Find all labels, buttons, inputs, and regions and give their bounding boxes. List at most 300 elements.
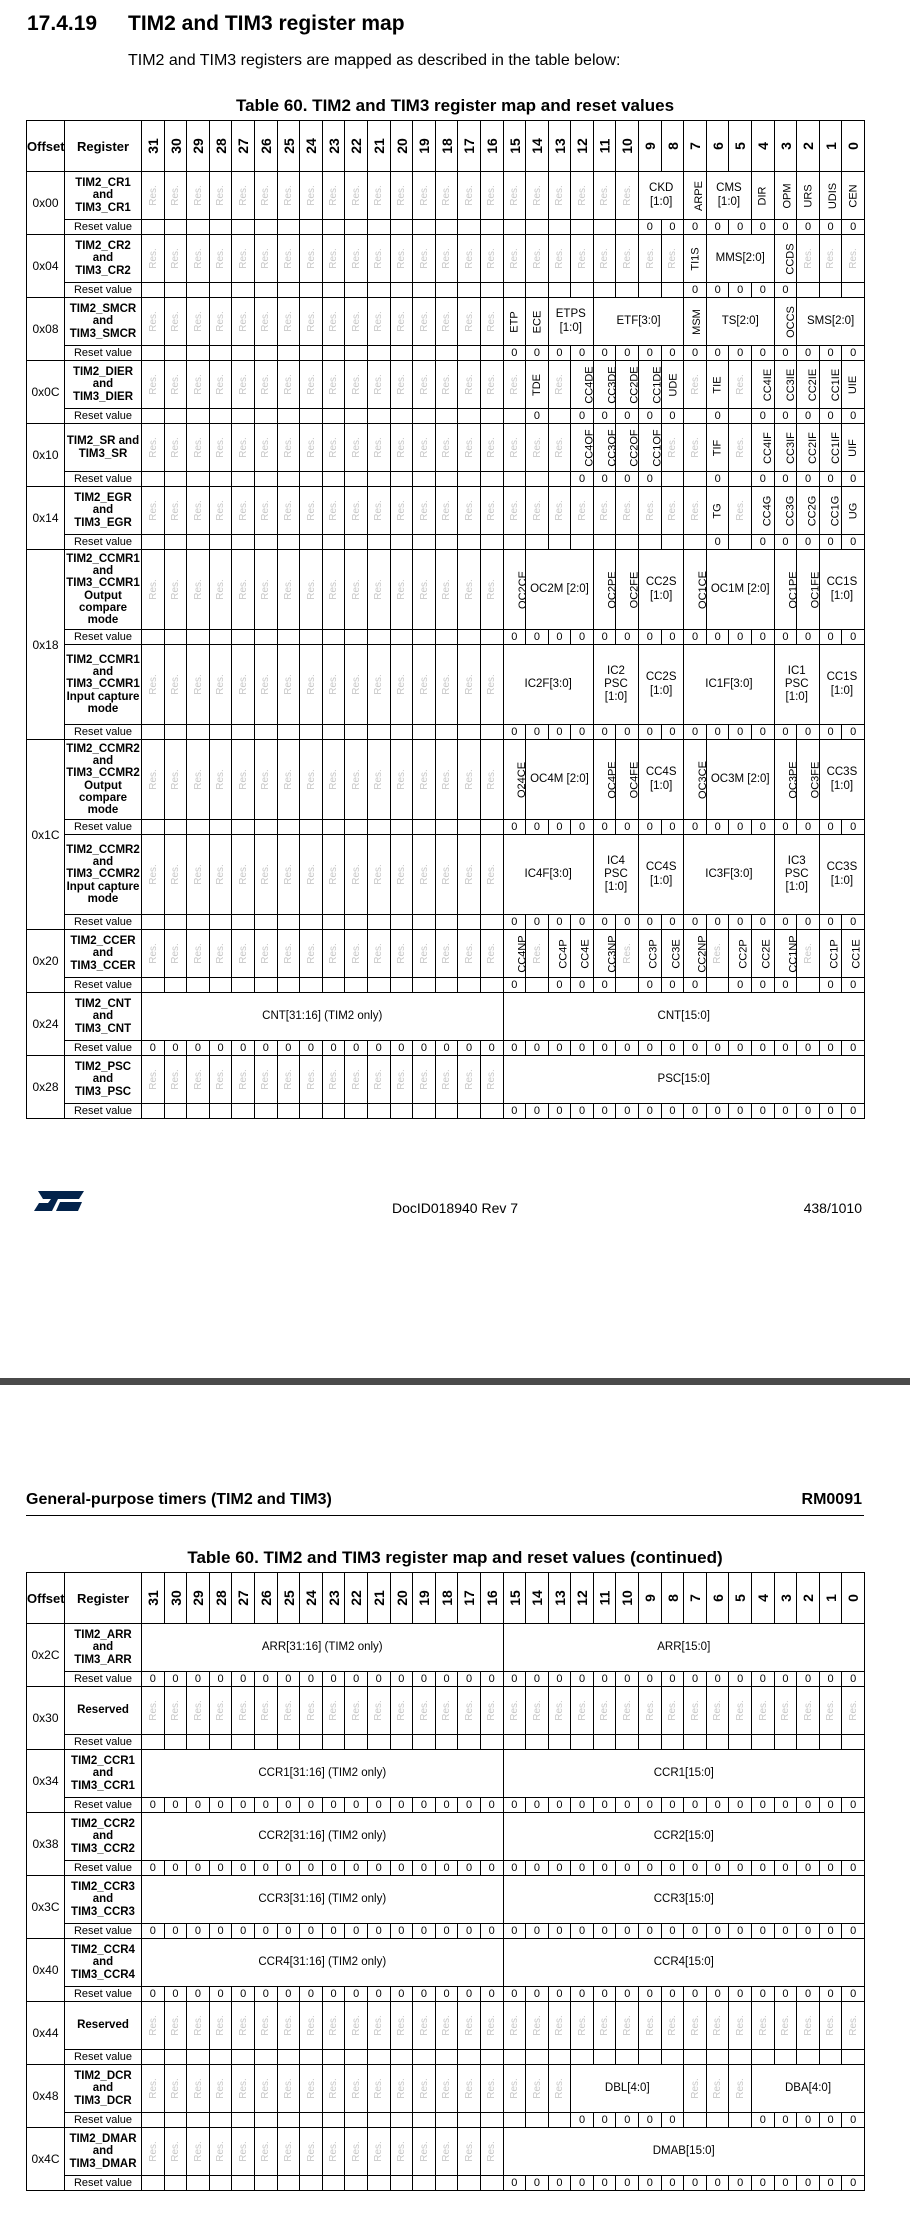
reset-bit: 0	[593, 1987, 616, 2002]
bit-field-label: OCCS	[784, 305, 797, 338]
register-row	[27, 1056, 865, 1104]
bit-field: IC4 PSC [1:0]	[593, 835, 638, 915]
bit-field: CCR4[31:16] (TIM2 only)	[142, 1939, 504, 1987]
reset-bit: 0	[842, 2176, 865, 2191]
reset-bit-blank	[435, 535, 458, 550]
reset-bit: 0	[842, 1672, 865, 1687]
reserved-bit	[661, 1687, 684, 1735]
reserved-label: Res.	[418, 579, 430, 600]
reserved-bit	[480, 2065, 503, 2113]
reserved-label: Res.	[508, 185, 520, 206]
reset-bit-blank	[413, 1104, 436, 1119]
bit-field-label: O24CE	[515, 761, 528, 798]
reset-bit: 0	[571, 1798, 594, 1813]
reset-bit: 0	[593, 725, 616, 740]
reserved-label: Res.	[147, 248, 159, 269]
reset-bit-blank	[300, 2113, 323, 2128]
reserved-label: Res.	[192, 864, 204, 885]
bit-field-label: ARPE	[693, 180, 706, 211]
reserved-label: Res.	[260, 500, 272, 521]
reserved-bit	[458, 172, 481, 220]
register-row	[27, 2128, 865, 2176]
reset-bit: 0	[209, 1924, 232, 1939]
reset-bit-blank	[413, 472, 436, 487]
reset-bit-blank	[390, 1104, 413, 1119]
reserved-label: Res.	[531, 248, 543, 269]
reserved-label: Res.	[350, 864, 362, 885]
reset-bit-blank	[458, 1735, 481, 1750]
reset-bit: 0	[752, 2176, 775, 2191]
reserved-bit	[616, 930, 639, 978]
reset-bit: 0	[526, 1861, 549, 1876]
reset-bit: 0	[232, 1924, 255, 1939]
bit-number: 5	[732, 142, 749, 150]
bit-field	[616, 740, 639, 820]
reset-bit-blank	[435, 2113, 458, 2128]
reserved-label: Res.	[169, 674, 181, 695]
header-bit-9	[639, 1573, 662, 1624]
reserved-bit	[345, 930, 368, 978]
bit-field-label: CC1OF	[651, 428, 664, 467]
reset-bit: 0	[593, 2113, 616, 2128]
reset-bit: 0	[616, 1672, 639, 1687]
reserved-label: Res.	[192, 2015, 204, 2036]
reset-bit: 0	[706, 725, 729, 740]
reset-bit: 0	[548, 2176, 571, 2191]
reserved-label: Res.	[418, 2078, 430, 2099]
reset-bit-blank	[752, 1735, 775, 1750]
header-offset: Offset	[27, 1573, 65, 1624]
bit-number: 16	[483, 1590, 500, 1606]
reset-bit-blank	[548, 220, 571, 235]
reset-bit: 0	[752, 915, 775, 930]
header-bit-13	[548, 121, 571, 172]
bit-field: IC1F[3:0]	[684, 645, 774, 725]
reset-bit-blank	[480, 2113, 503, 2128]
reset-bit: 0	[842, 915, 865, 930]
reset-bit-blank	[435, 1735, 458, 1750]
reserved-label: Res.	[282, 1069, 294, 1090]
reserved-bit	[390, 424, 413, 472]
reserved-label: Res.	[237, 311, 249, 332]
reset-bit: 0	[661, 409, 684, 424]
reset-bit-blank	[187, 915, 210, 930]
bit-number: 27	[235, 138, 252, 154]
bit-number: 12	[574, 138, 591, 154]
reset-bit: 0	[390, 1041, 413, 1056]
reserved-bit	[458, 298, 481, 346]
reset-bit: 0	[367, 1861, 390, 1876]
reset-bit-blank	[164, 1735, 187, 1750]
reserved-label: Res.	[553, 185, 565, 206]
reset-bit-blank	[413, 725, 436, 740]
reserved-bit	[458, 550, 481, 630]
bit-field: DBL[4:0]	[571, 2065, 684, 2113]
reset-bit: 0	[774, 1861, 797, 1876]
bit-number: 15	[506, 138, 523, 154]
reserved-bit	[277, 740, 300, 820]
reset-bit: 0	[684, 1987, 707, 2002]
reset-bit: 0	[706, 535, 729, 550]
register-row	[27, 172, 865, 220]
bit-field: CC1S [1:0]	[819, 550, 864, 630]
bit-field-label: CC1NP	[787, 934, 800, 973]
register-name: TIM2_DCR and TIM3_DCR	[65, 2065, 142, 2113]
reset-bit: 0	[661, 220, 684, 235]
reset-bit-blank	[322, 346, 345, 361]
bit-number: 23	[325, 138, 342, 154]
reset-bit-blank	[639, 535, 662, 550]
reset-bit-blank	[413, 1735, 436, 1750]
reserved-bit	[593, 2002, 616, 2050]
reset-bit-blank	[209, 915, 232, 930]
reset-bit: 0	[593, 1798, 616, 1813]
reserved-label: Res.	[757, 1700, 769, 1721]
reserved-bit	[413, 550, 436, 630]
reset-bit: 0	[752, 1924, 775, 1939]
reset-bit-blank	[277, 409, 300, 424]
bit-field-label: UG	[847, 502, 860, 519]
reset-bit: 0	[661, 630, 684, 645]
bit-field: OC1M [2:0]	[706, 550, 774, 630]
reserved-label: Res.	[395, 769, 407, 790]
reset-bit: 0	[503, 1672, 526, 1687]
reset-bit: 0	[142, 1041, 165, 1056]
reserved-label: Res.	[463, 674, 475, 695]
reserved-label: Res.	[553, 374, 565, 395]
reset-bit-blank	[458, 472, 481, 487]
reset-bit-blank	[706, 2113, 729, 2128]
reserved-label: Res.	[305, 769, 317, 790]
reset-bit: 0	[797, 1924, 820, 1939]
reset-bit: 0	[367, 1924, 390, 1939]
reset-bit: 0	[819, 725, 842, 740]
header-bit-18	[435, 1573, 458, 1624]
reserved-bit	[277, 361, 300, 409]
reserved-bit	[277, 1056, 300, 1104]
reserved-bit	[413, 487, 436, 535]
reset-bit: 0	[661, 1672, 684, 1687]
reset-bit-blank	[142, 220, 165, 235]
reset-value-label: Reset value	[65, 1041, 142, 1056]
reset-bit-blank	[526, 2050, 549, 2065]
bit-field-label: CC4IE	[762, 368, 775, 401]
reserved-bit	[367, 2065, 390, 2113]
reset-bit-blank	[458, 2050, 481, 2065]
reserved-label: Res.	[260, 437, 272, 458]
reserved-bit	[187, 361, 210, 409]
reset-bit-blank	[164, 2113, 187, 2128]
bit-field	[684, 550, 710, 630]
reset-bit: 0	[774, 1987, 797, 2002]
bit-field-label: OC2FE	[628, 571, 641, 608]
bit-field-label: CC2P	[738, 938, 751, 969]
reset-value-label: Reset value	[65, 409, 142, 424]
reset-bit-blank	[300, 2176, 323, 2191]
bit-field	[571, 930, 594, 978]
reset-value-row	[27, 472, 865, 487]
bit-field	[526, 298, 549, 346]
bit-field	[661, 930, 684, 978]
header-bit-16	[480, 121, 503, 172]
reserved-bit	[232, 2002, 255, 2050]
reset-bit-blank	[526, 472, 549, 487]
reset-bit: 0	[322, 1798, 345, 1813]
reserved-bit	[187, 550, 210, 630]
reserved-label: Res.	[328, 311, 340, 332]
reset-bit: 0	[729, 1672, 752, 1687]
reset-bit-blank	[684, 2113, 707, 2128]
reset-bit-blank	[413, 346, 436, 361]
reset-bit: 0	[548, 1924, 571, 1939]
reserved-label: Res.	[373, 943, 385, 964]
reserved-bit	[480, 835, 503, 915]
reserved-bit	[842, 1687, 865, 1735]
bit-field-label: OC4PE	[606, 760, 619, 799]
reset-bit-blank	[480, 2176, 503, 2191]
reset-bit: 0	[706, 1041, 729, 1056]
reserved-bit	[209, 172, 232, 220]
reset-bit: 0	[706, 220, 729, 235]
reserved-bit	[209, 1687, 232, 1735]
register-offset: 0x30	[27, 1687, 65, 1750]
reset-bit-blank	[142, 915, 165, 930]
reset-bit: 0	[819, 1672, 842, 1687]
reserved-bit	[232, 361, 255, 409]
reserved-bit	[458, 835, 481, 915]
reset-bit: 0	[480, 1924, 503, 1939]
bit-field: ARR[15:0]	[503, 1624, 865, 1672]
reset-bit: 0	[571, 1924, 594, 1939]
reset-bit: 0	[503, 1987, 526, 2002]
reset-bit: 0	[842, 630, 865, 645]
reset-bit-blank	[300, 472, 323, 487]
reserved-label: Res.	[486, 2078, 498, 2099]
reserved-bit	[142, 740, 165, 820]
reset-value-label: Reset value	[65, 1987, 142, 2002]
reset-value-row	[27, 915, 865, 930]
reserved-label: Res.	[508, 248, 520, 269]
bit-number: 3	[777, 1594, 794, 1602]
register-name: TIM2_SR and TIM3_SR	[65, 424, 142, 472]
bit-field	[571, 361, 594, 409]
reserved-label: Res.	[644, 1700, 656, 1721]
reserved-label: Res.	[260, 579, 272, 600]
reset-bit: 0	[435, 1924, 458, 1939]
reserved-label: Res.	[147, 864, 159, 885]
reserved-label: Res.	[192, 185, 204, 206]
reset-bit-blank	[435, 725, 458, 740]
reserved-bit	[367, 424, 390, 472]
reserved-bit	[797, 2002, 820, 2050]
reserved-label: Res.	[328, 864, 340, 885]
reset-bit: 0	[300, 1987, 323, 2002]
reset-bit-blank	[345, 630, 368, 645]
reset-bit: 0	[797, 1104, 820, 1119]
reserved-bit	[164, 930, 187, 978]
reset-bit: 0	[503, 1861, 526, 1876]
bit-field	[797, 740, 820, 820]
reserved-bit	[187, 1056, 210, 1104]
reset-bit: 0	[819, 346, 842, 361]
reset-bit-blank	[187, 2050, 210, 2065]
reserved-bit	[413, 298, 436, 346]
reset-bit-blank	[209, 220, 232, 235]
reserved-bit	[254, 235, 277, 283]
register-name: TIM2_CNT and TIM3_CNT	[65, 993, 142, 1041]
reserved-bit	[345, 2128, 368, 2176]
bit-field: MMS[2:0]	[706, 235, 774, 283]
reserved-label: Res.	[531, 185, 543, 206]
reserved-label: Res.	[689, 500, 701, 521]
reset-bit-blank	[367, 220, 390, 235]
reserved-bit	[164, 172, 187, 220]
reset-bit: 0	[706, 630, 729, 645]
reset-bit: 0	[774, 283, 797, 298]
register-offset: 0x24	[27, 993, 65, 1056]
reserved-bit	[571, 172, 594, 220]
reset-bit: 0	[548, 1104, 571, 1119]
reserved-label: Res.	[644, 500, 656, 521]
reserved-bit	[480, 1687, 503, 1735]
bit-field-label: CC1IF	[829, 431, 842, 464]
reserved-bit	[526, 487, 549, 535]
bit-field-label: TIF	[711, 439, 724, 456]
bit-field-label: CC3P	[647, 938, 660, 969]
reserved-bit	[300, 487, 323, 535]
bit-field	[639, 424, 662, 472]
reset-bit-blank	[345, 220, 368, 235]
section-number: 17.4.19	[27, 12, 98, 35]
reset-bit: 0	[435, 1861, 458, 1876]
reserved-label: Res.	[553, 248, 565, 269]
reset-value-row	[27, 409, 865, 424]
reserved-label: Res.	[373, 1069, 385, 1090]
reserved-label: Res.	[847, 248, 859, 269]
reserved-label: Res.	[305, 1700, 317, 1721]
bit-field	[684, 740, 710, 820]
register-name: TIM2_DMAR and TIM3_DMAR	[65, 2128, 142, 2176]
reset-bit: 0	[842, 220, 865, 235]
reserved-bit	[390, 2128, 413, 2176]
reset-bit: 0	[842, 2113, 865, 2128]
reserved-bit	[413, 1056, 436, 1104]
bit-field-label: UDE	[667, 372, 680, 397]
reserved-label: Res.	[328, 674, 340, 695]
reset-bit: 0	[729, 2176, 752, 2191]
bit-field	[503, 930, 529, 978]
reserved-label: Res.	[734, 437, 746, 458]
reserved-bit	[458, 2065, 481, 2113]
reset-bit: 0	[548, 915, 571, 930]
reserved-label: Res.	[192, 2078, 204, 2099]
reserved-bit	[480, 424, 503, 472]
reset-bit: 0	[458, 1987, 481, 2002]
register-name: TIM2_CCER and TIM3_CCER	[65, 930, 142, 978]
reset-bit-blank	[390, 220, 413, 235]
reserved-bit	[593, 487, 616, 535]
reset-value-label: Reset value	[65, 220, 142, 235]
reset-bit: 0	[526, 1924, 549, 1939]
reset-bit: 0	[367, 1798, 390, 1813]
bit-field: CC4S [1:0]	[639, 835, 684, 915]
bit-number: 4	[754, 142, 771, 150]
reserved-bit	[435, 235, 458, 283]
reserved-label: Res.	[441, 500, 453, 521]
reserved-label: Res.	[441, 1069, 453, 1090]
bit-field-label: CC2G	[806, 495, 819, 526]
reset-bit-blank	[187, 2113, 210, 2128]
reset-bit-blank	[254, 2176, 277, 2191]
header-bit-7	[684, 1573, 707, 1624]
reserved-label: Res.	[463, 769, 475, 790]
reserved-bit	[142, 424, 165, 472]
reserved-bit	[322, 1056, 345, 1104]
register-offset: 0x28	[27, 1056, 65, 1119]
reset-bit-blank	[548, 283, 571, 298]
reset-bit-blank	[593, 535, 616, 550]
reserved-bit	[639, 487, 662, 535]
reserved-bit	[503, 487, 526, 535]
reserved-bit	[729, 2002, 752, 2050]
register-name: TIM2_CCMR2 and TIM3_CCMR2 Input capture mode	[65, 835, 142, 915]
reserved-label: Res.	[215, 2141, 227, 2162]
reserved-label: Res.	[169, 185, 181, 206]
reserved-bit	[367, 550, 390, 630]
reset-value-row	[27, 1041, 865, 1056]
bit-field-label: CC3E	[670, 938, 683, 969]
reserved-bit	[413, 835, 436, 915]
reserved-label: Res.	[215, 311, 227, 332]
reset-bit-blank	[639, 1735, 662, 1750]
reset-bit: 0	[616, 409, 639, 424]
bit-field: CC1S [1:0]	[819, 645, 864, 725]
reset-bit: 0	[819, 1104, 842, 1119]
reset-bit-blank	[187, 978, 210, 993]
reserved-bit	[526, 2002, 549, 2050]
reset-bit-blank	[480, 283, 503, 298]
register-row	[27, 1687, 865, 1735]
bit-field-label: OC3FE	[809, 761, 822, 798]
reset-bit-blank	[322, 1104, 345, 1119]
reserved-bit	[232, 172, 255, 220]
reset-bit: 0	[774, 978, 797, 993]
reset-bit: 0	[661, 1861, 684, 1876]
reserved-label: Res.	[328, 579, 340, 600]
section-title: TIM2 and TIM3 register map	[128, 12, 405, 35]
header-offset: Offset	[27, 121, 65, 172]
reset-bit: 0	[345, 1924, 368, 1939]
register-offset: 0x00	[27, 172, 65, 235]
reserved-label: Res.	[373, 2015, 385, 2036]
reserved-bit	[345, 235, 368, 283]
bit-number: 20	[393, 1590, 410, 1606]
reserved-bit	[480, 2128, 503, 2176]
reset-bit: 0	[413, 1041, 436, 1056]
reserved-label: Res.	[757, 2015, 769, 2036]
bit-field	[752, 172, 775, 220]
reserved-label: Res.	[486, 2141, 498, 2162]
reserved-bit	[142, 298, 165, 346]
reserved-label: Res.	[260, 2015, 272, 2036]
reset-bit-blank	[639, 283, 662, 298]
reserved-bit	[458, 930, 481, 978]
reset-bit-blank	[187, 283, 210, 298]
reserved-bit	[254, 550, 277, 630]
bit-field-label: CC4IF	[761, 431, 774, 464]
header-bit-4	[752, 121, 775, 172]
reset-bit-blank	[232, 1104, 255, 1119]
